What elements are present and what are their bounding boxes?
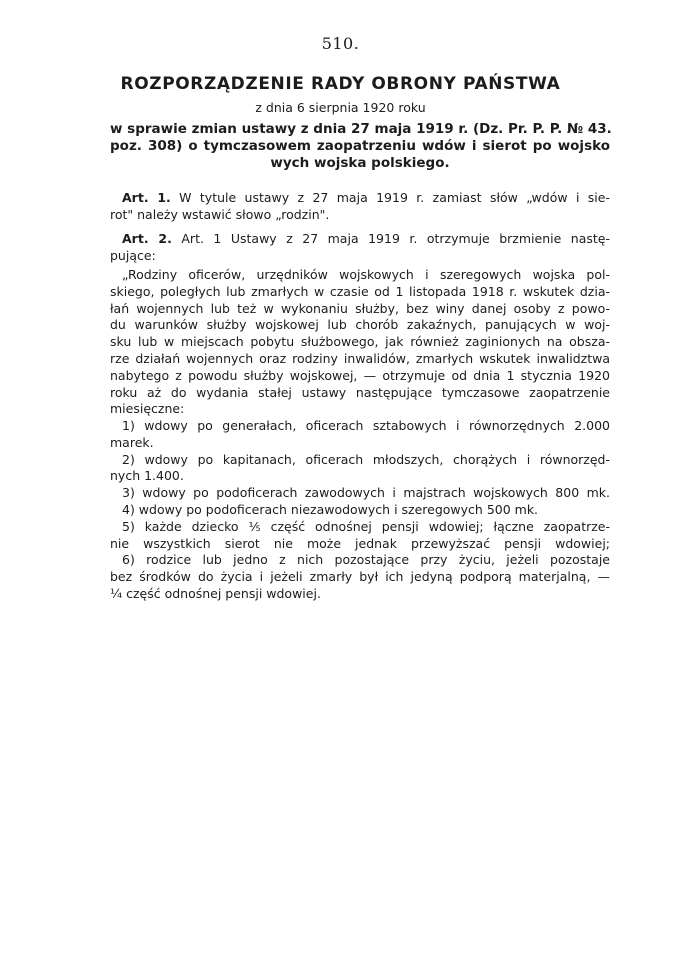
provision-2-line-1: 2) wdowy po kapitanach, oficerach młodszych, chorążych i równorzęd- <box>122 451 610 467</box>
article-2-text-1: Art. 1 Ustawy z 27 maja 1919 r. otrzymuje brzmienie nastę- <box>181 231 610 246</box>
quoted-paragraph <box>110 267 610 418</box>
provision-3-line-1: 3) wdowy po podoficerach zawodowych i majstrach wojskowych 800 mk. <box>122 485 610 501</box>
provision-1-line-2: marek. <box>110 434 154 450</box>
article-1-label: Art. 1. <box>122 190 171 205</box>
article-1-text-2: rot" należy wstawić słowo „rodzin". <box>110 206 330 222</box>
quote-line: du warunków służby wojskowej lub chorób zakaźnych, panujących w woj- <box>110 317 610 333</box>
article-2 <box>110 231 610 265</box>
quote-line: nabytego z powodu służby wojskowej, — otrzymuje od dnia 1 stycznia 1920 <box>110 367 610 383</box>
quote-line: sku lub w miejscach pobytu służbowego, jak również zaginionych na obsza- <box>110 334 610 350</box>
subject-heading <box>110 121 610 172</box>
subject-line-2: poz. 308) o tymczasowem zaopatrzeniu wdów i sierot po wojsko <box>110 138 610 154</box>
provision-6-line-2: bez środków do życia i jeżeli zmarły był ich jedyną podporą materjalną, — <box>110 569 610 585</box>
article-1 <box>110 190 610 224</box>
date-line: z dnia 6 sierpnia 1920 roku <box>255 100 426 115</box>
provision-6-line-1: 6) rodzice lub jedno z nich pozostające przy życiu, jeżeli pozostaje <box>122 552 610 568</box>
subject-line-3: wych wojska polskiego. <box>270 155 450 171</box>
provision-1-line-1: 1) wdowy po generałach, oficerach sztabowych i równorzędnych 2.000 <box>122 418 610 433</box>
quote-line: łań wojennych lub też w wykonaniu służby, bez winy danej osoby z powo- <box>110 300 610 316</box>
quote-line: rze działań wojennych oraz rodziny inwalidów, zmarłych wskutek inwalidztwa <box>110 350 610 366</box>
document-title: ROZPORZĄDZENIE RADY OBRONY PAŃSTWA <box>120 74 561 94</box>
provision-6-line-3: ¼ część odnośnej pensji wdowiej. <box>110 585 321 601</box>
subject-line-1: w sprawie zmian ustawy z dnia 27 maja 1919 r. (Dz. Pr. P. P. № 43. <box>110 121 612 137</box>
article-2-line-1 <box>110 231 610 248</box>
provision-5-line-1: 5) każde dziecko ⅕ część odnośnej pensji wdowiej; łączne zaopatrze- <box>122 518 610 534</box>
quote-line: „Rodziny oficerów, urzędników wojskowych i szeregowych wojska pol- <box>122 267 610 282</box>
article-2-text-2: pujące: <box>110 247 156 263</box>
article-1-text-1: W tytule ustawy z 27 maja 1919 r. zamiast słów „wdów i sie- <box>179 190 610 205</box>
quote-line: miesięczne: <box>110 401 185 417</box>
quote-line: skiego, poległych lub zmarłych w czasie od 1 listopada 1918 r. wskutek dzia- <box>110 283 610 299</box>
provisions-list <box>110 418 610 603</box>
article-1-line-1 <box>110 190 610 207</box>
provision-4-line-1: 4) wdowy po podoficerach niezawodowych i szeregowych 500 mk. <box>122 501 539 517</box>
provision-5-line-2: nie wszystkich sierot nie może jednak przewyższać pensji wdowiej; <box>110 535 610 551</box>
article-2-label: Art. 2. <box>122 231 172 246</box>
provision-2-line-2: nych 1.400. <box>110 468 184 484</box>
quote-line: roku aż do wydania stałej ustawy następujące tymczasowe zaopatrzenie <box>110 384 610 400</box>
page-number: 510. <box>321 34 360 53</box>
